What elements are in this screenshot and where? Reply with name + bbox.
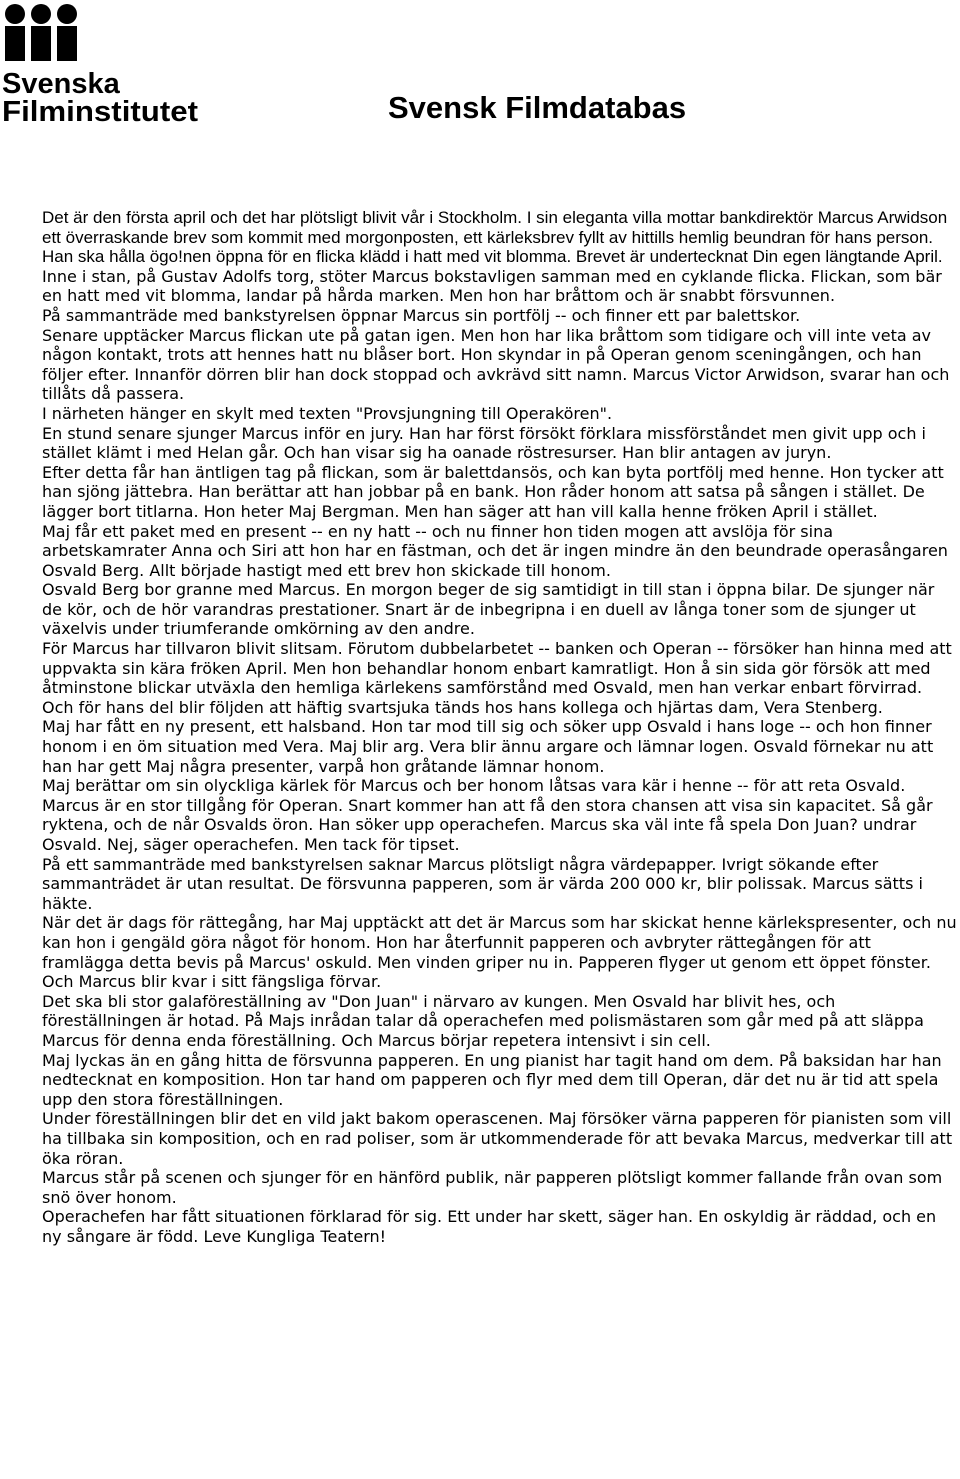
paragraph: Maj berättar om sin olyckliga kärlek för Marcus och ber honom låtsas vara kär i henne -- för att reta Osvald. <box>42 776 906 796</box>
paragraph: Inne i stan, på Gustav Adolfs torg, stöter Marcus bokstavligen samman med en cyklande flicka. Flickan, som bär en hatt med vit blomma, landar på hårda marken. Men hon har bråttom och är snabbt försvunnen. <box>42 266 942 306</box>
paragraph: När det är dags för rättegång, har Maj upptäckt att det är Marcus som har skickat henne kärlekspresenter, och nu kan hon i gengäld göra något för honom. Hon har återfunnit papperen och avbryter rättegången för att framlägga detta bevis på Marcus' oskuld. Men vinden griper nu in. Papperen flyger ut genom ett öppet fönster. Och Marcus blir kvar i sitt fängsliga förvar. <box>42 913 957 992</box>
paragraph: Osvald Berg bor granne med Marcus. En morgon beger de sig samtidigt in till stan i öppna bilar. De sjunger när de kör, och de hör varandras prestationer. Snart är de inbegripna i en duell av långa toner som de sjunger ut växelvis under triumferande omkörning av den andre. <box>42 580 935 639</box>
paragraph: Operachefen har fått situationen förklarad för sig. Ett under har skett, säger han. En oskyldig är räddad, och en ny sångare är född. Leve Kungliga Teatern! <box>42 1207 937 1246</box>
logo-text-filminstitutet: Filminstitutet <box>2 96 199 124</box>
paragraph: I närheten hänger en skylt med texten "Provsjungning till Operakören". <box>42 403 613 423</box>
paragraph: Det är den första april och det har plötsligt blivit vår i Stockholm. I sin eleganta villa mottar bankdirektör Marcus Arwidson ett överraskande brev som kommit med morgonposten, ett kärleksbrev fyllt av hittills hemlig beundran för hans person. Han ska hålla ögo!nen öppna för en flicka klädd i hatt med vit blomma. Brevet är undertecknat Din egen längtande April. <box>42 208 948 267</box>
paragraph: Under föreställningen blir det en vild jakt bakom operascenen. Maj försöker värna papperen för pianisten som vill ha tillbaka sin komposition, och en rad poliser, som är utkommenderade för att bevaka Marcus, medverkar till att öka röran. <box>42 1109 953 1168</box>
logo-text-svenska: Svenska <box>2 68 120 100</box>
paragraph: Senare upptäcker Marcus flickan ute på gatan igen. Men hon har lika bråttom som tidigare och vill inte veta av någon kontakt, trots att hennes hatt nu blåser bort. Hon skyndar in på Operan genom sceningången, och han följer efter. Innanför dörren blir han dock stoppad och avkrävd sitt namn. Marcus Victor Arwidson, svarar han och tillåts då passera. <box>42 325 950 404</box>
paragraph: Marcus står på scenen och sjunger för en hänförd publik, när papperen plötsligt kommer fallande från ovan som snö över honom. <box>42 1168 943 1207</box>
paragraph: För Marcus har tillvaron blivit slitsam. Förutom dubbelarbetet -- banken och Operan -- försöker han hinna med att uppvakta sin kära fröken April. Men hon behandlar honom enbart kamratligt. Hon å sin sida gör försök att med åtminstone blickar utväxla den hemliga kärlekens samförstånd med Osvald, men han verkar enbart förvirrad. Och för hans del blir följden att häftig svartsjuka tänds hos hans kollega och hjärtas dam, Vera Stenberg. <box>42 639 952 717</box>
paragraph: En stund senare sjunger Marcus inför en jury. Han har först försökt förklara missförståndet men givit upp och i stället klämt i med Helan går. Och han visar sig ha oanade röstresurser. Han blir antagen av juryn. <box>42 423 926 463</box>
paragraph: På ett sammanträde med bankstyrelsen saknar Marcus plötsligt några värdepapper. Ivrigt sökande efter sammanträdet är utan resultat. De försvunna papperen, som är värda 200 000 kr, blir polissak. Marcus sätts i häkte. <box>42 854 923 913</box>
paragraph: Marcus är en stor tillgång för Operan. Snart kommer han att få den stora chansen att visa sin kapacitet. Så går ryktena, och de når Osvalds öron. Han söker upp operachefen. Marcus ska väl inte få spela Don Juan? undrar Osvald. Nej, säger operachefen. Men tack för tipset. <box>42 795 933 854</box>
paragraph: Det ska bli stor galaföreställning av "Don Juan" i närvaro av kungen. Men Osvald har blivit hes, och föreställningen är hotad. På Majs inrådan talar då operachefen med polismästaren som går med på att släppa Marcus för denna enda föreställning. Och Marcus börjar repetera intensivt i sin cell. <box>42 991 924 1050</box>
paragraph: Maj har fått en ny present, ett halsband. Hon tar mod till sig och söker upp Osvald i hans loge -- och hon finner honom i en öm situation med Vera. Maj blir arg. Vera blir ännu argare och lämnar logen. Osvald förnekar nu att han har gett Maj några presenter, varpå hon gråtande lämnar honom. <box>42 717 934 776</box>
paragraph: Efter detta får han äntligen tag på flickan, som är balettdansös, och kan byta portfölj med henne. Hon tycker att han sjöng jättebra. Han berättar att han jobbar på en bank. Hon råder honom att satsa på sången i stället. De lägger bort titlarna. Hon heter Maj Bergman. Men han säger att han vill kalla henne fröken April i stället. <box>42 462 944 521</box>
paragraph: På sammanträde med bankstyrelsen öppnar Marcus sin portfölj -- och finner ett par balettskor. <box>42 305 801 325</box>
paragraph: Maj får ett paket med en present -- en ny hatt -- och nu finner hon tiden mogen att avslöja för sina arbetskamrater Anna och Siri att hon har en fästman, och det är ingen mindre än den beundrade operasångaren Osvald Berg. Allt började hastigt med ett brev hon skickade till honom. <box>42 521 948 580</box>
svenska-filminstitutet-logo <box>2 2 202 124</box>
page-title: Svensk Filmdatabas <box>388 90 687 125</box>
synopsis-text <box>42 208 957 1246</box>
paragraph: Maj lyckas än en gång hitta de försvunna papperen. En ung pianist har tagit hand om dem. På baksidan har han nedtecknat en komposition. Hon tar hand om papperen och flyr med dem till Operan, där det nu är tid att spela upp den stora föreställningen. <box>42 1050 942 1109</box>
